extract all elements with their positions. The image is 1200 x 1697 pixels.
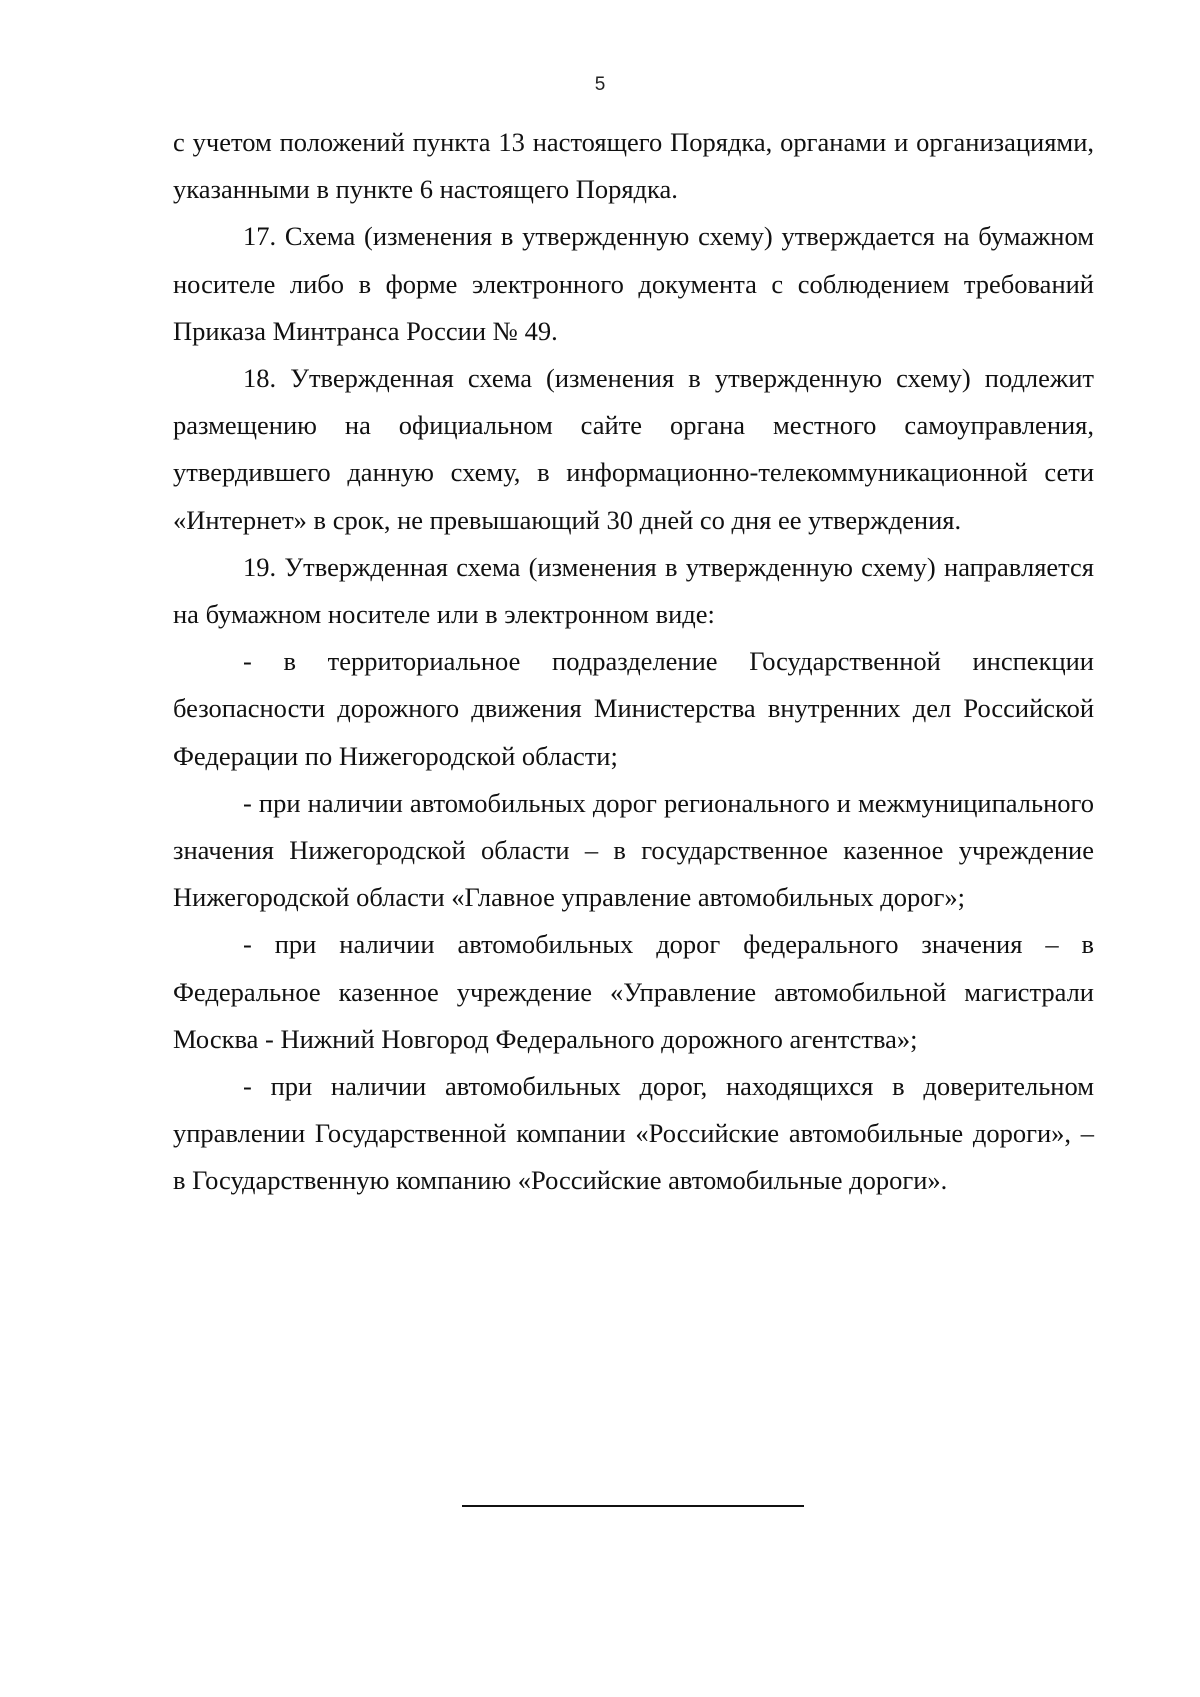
end-divider-line [462, 1505, 804, 1507]
list-item-regional-roads: - при наличии автомобильных дорог регионального и межмуниципального значения Нижегородской области – в государственное казенное учреждение Нижегородской области «Главное управление автомобильных дорог»; [173, 787, 1094, 913]
list-item-state-company-roads: - при наличии автомобильных дорог, находящихся в доверительном управлении Государственной компании «Российские автомобильные дороги», – в Государственную компанию «Российские автомобильные дороги». [173, 1071, 1094, 1196]
page-number: 5 [594, 74, 606, 95]
list-item-federal-roads: - при наличии автомобильных дорог федерального значения – в Федеральное казенное учреждение «Управление автомобильной магистрали Москва - Нижний Новгород Федерального дорожного агентства»; [173, 929, 1094, 1054]
paragraph-19: 19. Утвержденная схема (изменения в утвержденную схему) направляется на бумажном носителе или в электронном виде: [173, 551, 1094, 630]
document-body [173, 119, 1094, 1205]
list-item-gibdd: - в территориальное подразделение Государственной инспекции безопасности дорожного движения Министерства внутренних дел Российской Федерации по Нижегородской области; [173, 646, 1094, 771]
paragraph-continuation: с учетом положений пункта 13 настоящего Порядка, органами и организациями, указанными в пункте 6 настоящего Порядка. [173, 127, 1094, 205]
paragraph-18: 18. Утвержденная схема (изменения в утвержденную схему) подлежит размещению на официальном сайте органа местного самоуправления, утвердившего данную схему, в информационно-телекоммуникационной сети «Интернет» в срок, не превышающий 30 дней со дня ее утверждения. [173, 363, 1094, 535]
paragraph-17: 17. Схема (изменения в утвержденную схему) утверждается на бумажном носителе либо в форме электронного документа с соблюдением требований Приказа Минтранса России № 49. [173, 221, 1094, 346]
